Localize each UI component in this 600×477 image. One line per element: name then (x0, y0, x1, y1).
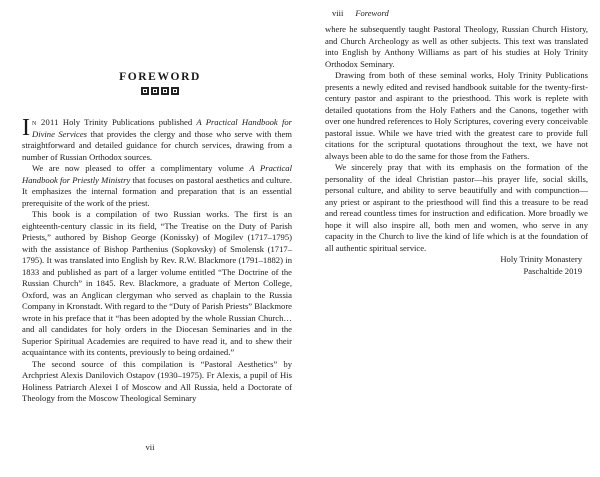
page-number: viii (332, 8, 344, 18)
running-head (332, 8, 389, 18)
signature-name: Holy Trinity Monastery (500, 254, 582, 264)
signature-date: Paschaltide 2019 (523, 265, 582, 276)
page-number: vii (145, 442, 155, 452)
paragraph: We are now pleased to offer a complimentary volume A Practical Handbook for Priestly Ministry that focuses on pastoral aesthetics and culture. It emphasizes the internal formation and preparation that is an essential prerequisite of the work of the priest. (22, 163, 292, 208)
paragraph: where he subsequently taught Pastoral Theology, Russian Church History, and Church Archeology as well as other subjects. This text was translated into English by Anthony Williams as part of his studies at Holy Trinity Orthodox Seminary. (325, 24, 588, 69)
foreword-heading: FOREWORD (119, 71, 201, 83)
paragraph: This book is a compilation of two Russian works. The first is an eighteenth-century classic in its field, “The Treatise on the Duty of Parish Priests,” authored by Bishop George (Konissky) of Mogilev (1717–1795) with the assistance of Bishop Parthenius (Sopkovsky) of Smolensk (1717–1795). It was translated into English by Rev. R.W. Blackmore (1791–1882) in 1833 and published as part of a larger volume entitled “The Doctrine of the Russian Church” in 1845. Rev. Blackmore, a graduate of Merton College, Oxford, was an Anglican clergyman who served as chaplain to the Russia Company in Kronstadt. With regard to the “Duty of Parish Priests” Blackmore wrote in his preface that it “has been adopted by the whole Russian Church…and all candidates for holy orders in the Diocesan Seminaries and in the Superior Spiritual Academies are required to have read it, and to shew their acquaintance with its contents, previously to being ordained.” (22, 209, 292, 357)
paragraph: The second source of this compilation is “Pastoral Aesthetics” by Archpriest Alexis Danilovich Ostapov (1930–1975). Fr Alexis, a pupil of His Holiness Patriarch Alexei I of Moscow and All Russia, held a Doctorate of Theology from the Moscow Theological Seminary (22, 358, 292, 403)
foreword-body-left (22, 117, 292, 405)
decorative-ornament-icon (140, 86, 180, 96)
drop-cap: I (22, 115, 30, 141)
book-title-italic: A Practical Handbook for Priestly Ministry (22, 163, 292, 185)
foreword-body-right (325, 24, 588, 277)
paragraph: We sincerely pray that with its emphasis on the formation of the personality of the ideal Christian pastor—his prayer life, social skills, personal culture, and ability to serve beautifully and with compunction—any priest or aspirant to the priesthood will find this a treasure to be read and reread countless times for instruction and edification. More broadly we hope it will also inspire all, both men and women, who serve in any capacity in the Church to live the kind of life which is at the foundation of all authentic spiritual service. (325, 162, 588, 253)
book-title-italic: A Practical Handbook for Divine Services (32, 117, 292, 139)
paragraph: In 2011 Holy Trinity Publications published A Practical Handbook for Divine Services that provides the clergy and those who serve with them straightforward and detailed guidance for church services, drawing from a number of Russian Orthodox sources. (22, 115, 292, 162)
signature-block (325, 254, 588, 277)
paragraph: Drawing from both of these seminal works, Holy Trinity Publications presents a newly edited and revised handbook suitable for the twenty-first-century pastor and aspirant to the priesthood. This work is replete with detailed quotations from the Holy Fathers and the Canons, together with over one hundred references to Holy Scriptures, covering every conceivable pastoral issue. While we have tried with the greatest care to provide full citations for the scriptural quotations throughout the text, we have not always been able to do the same for those from the Fathers. (325, 70, 588, 161)
running-title: Foreword (355, 8, 389, 18)
